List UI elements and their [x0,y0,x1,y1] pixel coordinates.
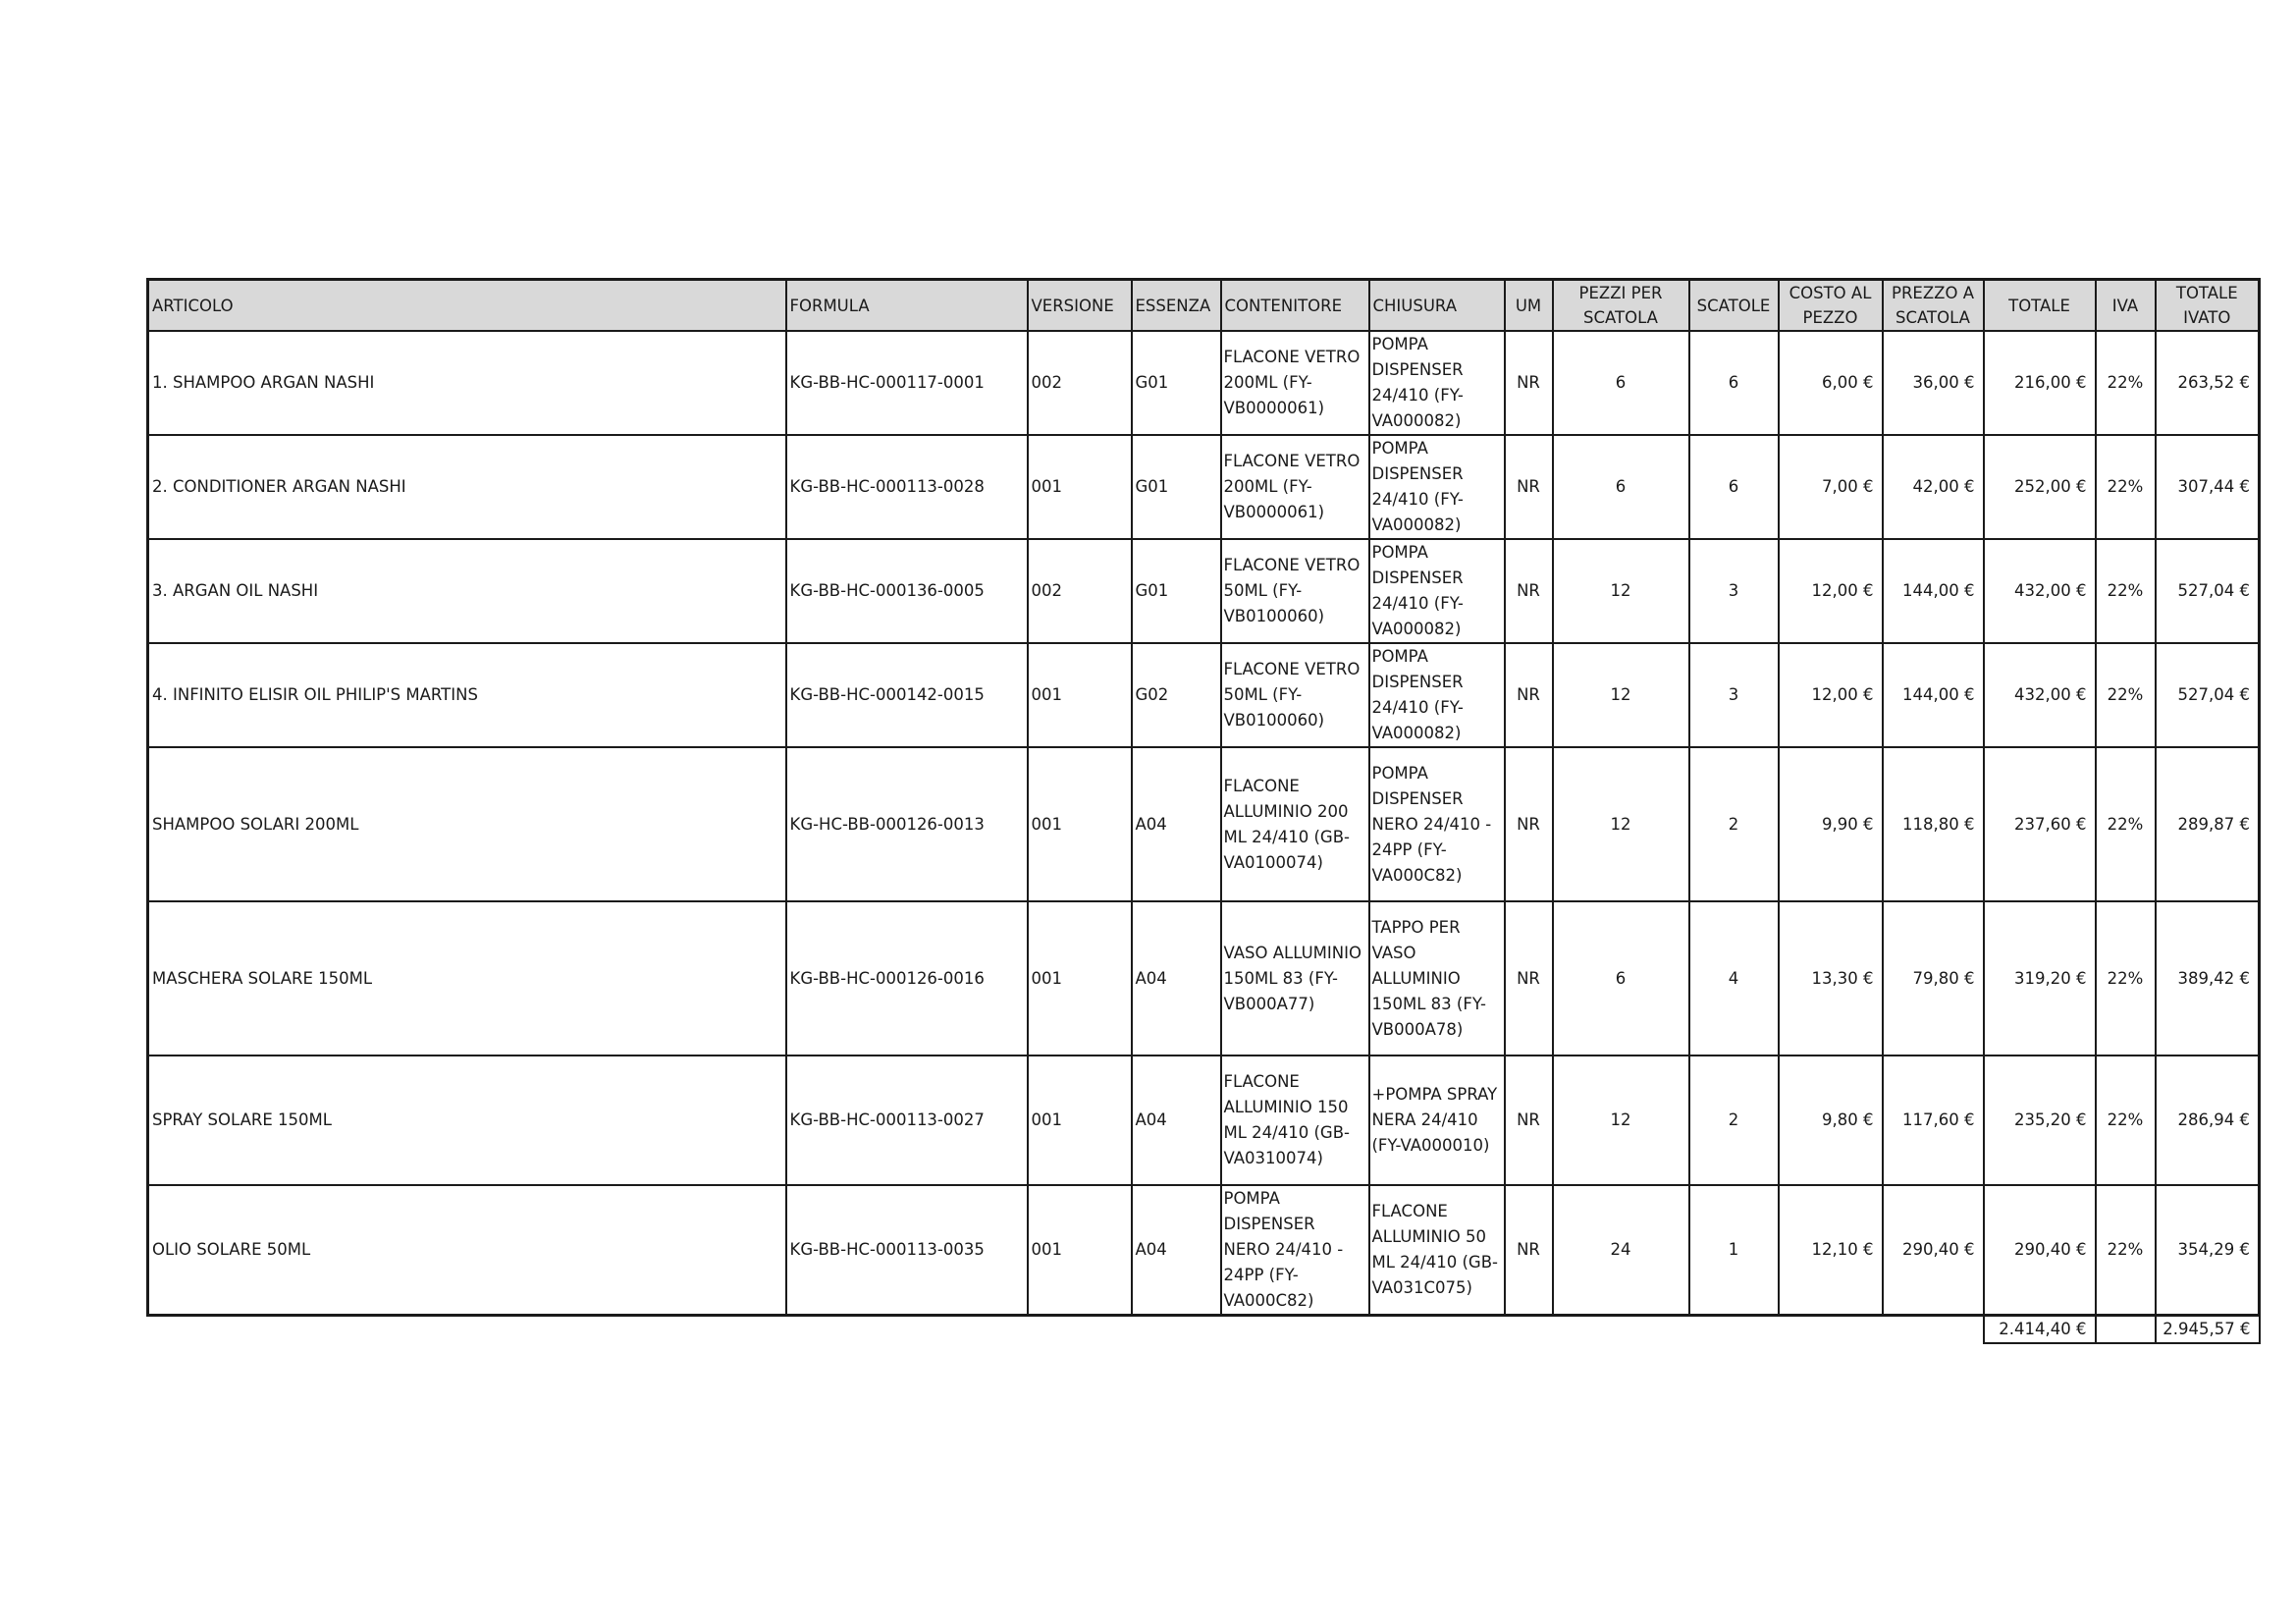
cell-pezzi: 6 [1553,901,1689,1056]
header-totale-ivato: TOTALE IVATO [2156,280,2260,332]
cell-contenitore: POMPA DISPENSER NERO 24/410 - 24PP (FY-VA000C82) [1221,1185,1369,1316]
cell-totale-ivato: 263,52 € [2156,331,2260,435]
header-chiusura: CHIUSURA [1369,280,1505,332]
cell-scatole: 3 [1689,643,1779,747]
cell-articolo: MASCHERA SOLARE 150ML [148,901,786,1056]
cell-scatole: 4 [1689,901,1779,1056]
cell-versione: 001 [1028,435,1132,539]
cell-formula: KG-BB-HC-000117-0001 [786,331,1028,435]
cell-um: NR [1505,901,1553,1056]
cell-formula: KG-BB-HC-000142-0015 [786,643,1028,747]
cell-prezzo: 144,00 € [1883,643,1984,747]
cell-essenza: G01 [1132,435,1221,539]
cell-um: NR [1505,1185,1553,1316]
cell-prezzo: 36,00 € [1883,331,1984,435]
cell-formula: KG-BB-HC-000113-0028 [786,435,1028,539]
cell-essenza: G02 [1132,643,1221,747]
grand-total: 2.414,40 € [1984,1316,2096,1344]
header-contenitore: CONTENITORE [1221,280,1369,332]
cell-versione: 001 [1028,901,1132,1056]
table-row [148,747,2260,901]
header-iva: IVA [2096,280,2156,332]
cell-versione: 001 [1028,747,1132,901]
cell-totale-ivato: 389,42 € [2156,901,2260,1056]
cell-essenza: A04 [1132,747,1221,901]
cell-pezzi: 24 [1553,1185,1689,1316]
cell-costo: 9,90 € [1779,747,1883,901]
cell-totale: 252,00 € [1984,435,2096,539]
cell-pezzi: 6 [1553,435,1689,539]
header-essenza: ESSENZA [1132,280,1221,332]
cell-articolo: 1. SHAMPOO ARGAN NASHI [148,331,786,435]
table-row [148,1185,2260,1316]
cell-iva: 22% [2096,539,2156,643]
cell-articolo: 3. ARGAN OIL NASHI [148,539,786,643]
cell-pezzi: 6 [1553,331,1689,435]
cell-chiusura: POMPA DISPENSER 24/410 (FY-VA000082) [1369,643,1505,747]
cell-pezzi: 12 [1553,1056,1689,1185]
cell-articolo: SPRAY SOLARE 150ML [148,1056,786,1185]
cell-contenitore: FLACONE VETRO 50ML (FY-VB0100060) [1221,539,1369,643]
cell-versione: 001 [1028,643,1132,747]
cell-scatole: 1 [1689,1185,1779,1316]
cell-contenitore: FLACONE ALLUMINIO 200 ML 24/410 (GB-VA0100074) [1221,747,1369,901]
cell-pezzi: 12 [1553,539,1689,643]
totals-spacer [148,1316,1984,1344]
cell-formula: KG-BB-HC-000113-0035 [786,1185,1028,1316]
cell-costo: 9,80 € [1779,1056,1883,1185]
cell-iva: 22% [2096,747,2156,901]
cell-costo: 12,10 € [1779,1185,1883,1316]
cell-chiusura: POMPA DISPENSER 24/410 (FY-VA000082) [1369,435,1505,539]
cell-totale: 237,60 € [1984,747,2096,901]
cell-articolo: SHAMPOO SOLARI 200ML [148,747,786,901]
cell-versione: 002 [1028,539,1132,643]
cell-articolo: 2. CONDITIONER ARGAN NASHI [148,435,786,539]
cell-iva: 22% [2096,1056,2156,1185]
header-um: UM [1505,280,1553,332]
order-table [146,278,2261,1344]
cell-costo: 12,00 € [1779,539,1883,643]
cell-contenitore: FLACONE VETRO 200ML (FY-VB0000061) [1221,331,1369,435]
table-row [148,435,2260,539]
header-row [148,280,2260,332]
cell-formula: KG-BB-HC-000126-0016 [786,901,1028,1056]
cell-prezzo: 117,60 € [1883,1056,1984,1185]
cell-contenitore: FLACONE VETRO 50ML (FY-VB0100060) [1221,643,1369,747]
header-costo-al-pezzo: COSTO AL PEZZO [1779,280,1883,332]
cell-essenza: A04 [1132,901,1221,1056]
cell-totale: 432,00 € [1984,643,2096,747]
header-formula: FORMULA [786,280,1028,332]
cell-chiusura: POMPA DISPENSER 24/410 (FY-VA000082) [1369,331,1505,435]
cell-formula: KG-BB-HC-000136-0005 [786,539,1028,643]
cell-prezzo: 144,00 € [1883,539,1984,643]
cell-pezzi: 12 [1553,643,1689,747]
table-row [148,643,2260,747]
header-articolo: ARTICOLO [148,280,786,332]
header-scatole: SCATOLE [1689,280,1779,332]
cell-iva: 22% [2096,1185,2156,1316]
cell-contenitore: FLACONE VETRO 200ML (FY-VB0000061) [1221,435,1369,539]
cell-versione: 001 [1028,1056,1132,1185]
cell-articolo: 4. INFINITO ELISIR OIL PHILIP'S MARTINS [148,643,786,747]
cell-contenitore: FLACONE ALLUMINIO 150 ML 24/410 (GB-VA0310074) [1221,1056,1369,1185]
cell-chiusura: +POMPA SPRAY NERA 24/410 (FY-VA000010) [1369,1056,1505,1185]
cell-formula: KG-BB-HC-000113-0027 [786,1056,1028,1185]
cell-totale-ivato: 286,94 € [2156,1056,2260,1185]
cell-scatole: 3 [1689,539,1779,643]
cell-prezzo: 290,40 € [1883,1185,1984,1316]
cell-um: NR [1505,539,1553,643]
cell-costo: 12,00 € [1779,643,1883,747]
cell-totale: 216,00 € [1984,331,2096,435]
header-totale: TOTALE [1984,280,2096,332]
cell-costo: 13,30 € [1779,901,1883,1056]
grand-total-iva-blank [2096,1316,2156,1344]
cell-chiusura: TAPPO PER VASO ALLUMINIO 150ML 83 (FY-VB000A78) [1369,901,1505,1056]
header-pezzi-per-scatola: PEZZI PER SCATOLA [1553,280,1689,332]
cell-prezzo: 42,00 € [1883,435,1984,539]
totals-row [148,1316,2260,1344]
cell-essenza: G01 [1132,331,1221,435]
cell-totale: 432,00 € [1984,539,2096,643]
table-row [148,539,2260,643]
header-versione: VERSIONE [1028,280,1132,332]
cell-chiusura: FLACONE ALLUMINIO 50 ML 24/410 (GB-VA031C075) [1369,1185,1505,1316]
table-row [148,1056,2260,1185]
cell-totale-ivato: 527,04 € [2156,643,2260,747]
cell-costo: 7,00 € [1779,435,1883,539]
cell-iva: 22% [2096,435,2156,539]
cell-um: NR [1505,747,1553,901]
cell-chiusura: POMPA DISPENSER 24/410 (FY-VA000082) [1369,539,1505,643]
cell-essenza: A04 [1132,1056,1221,1185]
cell-iva: 22% [2096,643,2156,747]
cell-formula: KG-HC-BB-000126-0013 [786,747,1028,901]
cell-articolo: OLIO SOLARE 50ML [148,1185,786,1316]
cell-essenza: G01 [1132,539,1221,643]
cell-scatole: 6 [1689,331,1779,435]
cell-prezzo: 79,80 € [1883,901,1984,1056]
table-row [148,331,2260,435]
cell-costo: 6,00 € [1779,331,1883,435]
cell-prezzo: 118,80 € [1883,747,1984,901]
cell-pezzi: 12 [1553,747,1689,901]
cell-essenza: A04 [1132,1185,1221,1316]
table-row [148,901,2260,1056]
cell-totale-ivato: 289,87 € [2156,747,2260,901]
cell-totale-ivato: 354,29 € [2156,1185,2260,1316]
cell-totale: 235,20 € [1984,1056,2096,1185]
cell-versione: 001 [1028,1185,1132,1316]
cell-iva: 22% [2096,901,2156,1056]
cell-totale-ivato: 527,04 € [2156,539,2260,643]
cell-um: NR [1505,643,1553,747]
cell-contenitore: VASO ALLUMINIO 150ML 83 (FY-VB000A77) [1221,901,1369,1056]
cell-totale: 290,40 € [1984,1185,2096,1316]
header-prezzo-a-scatola: PREZZO A SCATOLA [1883,280,1984,332]
cell-scatole: 2 [1689,1056,1779,1185]
grand-total-ivato: 2.945,57 € [2156,1316,2260,1344]
cell-um: NR [1505,435,1553,539]
cell-scatole: 2 [1689,747,1779,901]
cell-totale: 319,20 € [1984,901,2096,1056]
cell-chiusura: POMPA DISPENSER NERO 24/410 - 24PP (FY-VA000C82) [1369,747,1505,901]
cell-versione: 002 [1028,331,1132,435]
cell-um: NR [1505,1056,1553,1185]
cell-scatole: 6 [1689,435,1779,539]
cell-totale-ivato: 307,44 € [2156,435,2260,539]
cell-iva: 22% [2096,331,2156,435]
cell-um: NR [1505,331,1553,435]
